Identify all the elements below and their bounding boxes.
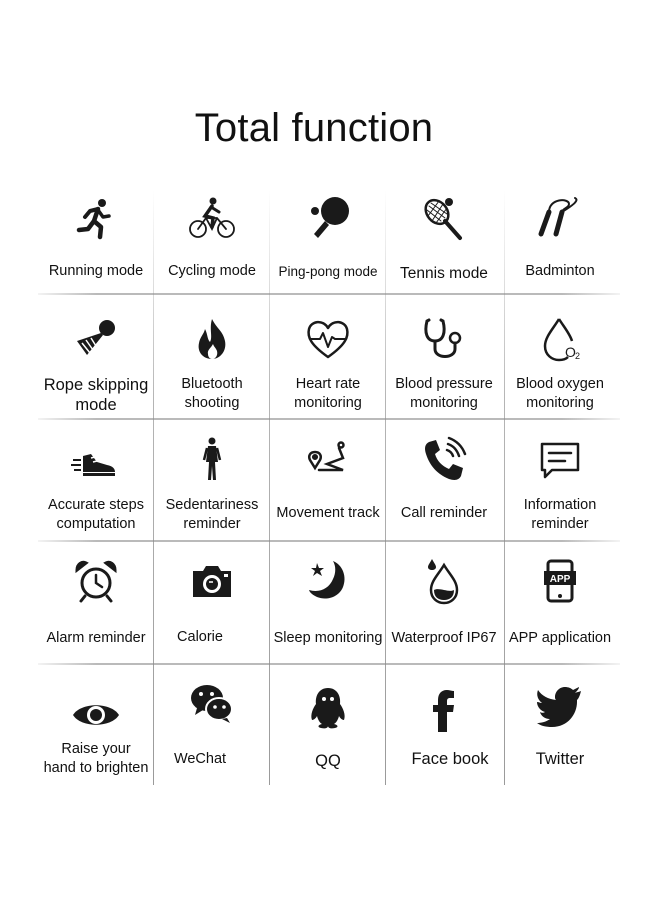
function-label: Alarm reminder xyxy=(46,630,146,646)
function-item xyxy=(38,180,154,301)
function-label: WeChat xyxy=(173,751,227,767)
page-title: Total function xyxy=(194,106,434,150)
grid-divider xyxy=(153,190,154,785)
function-label: Ping-pong mode xyxy=(278,264,378,279)
function-row xyxy=(38,664,620,785)
function-label: Blood pressure monitoring xyxy=(395,376,493,411)
svg-text:2: 2 xyxy=(575,351,581,361)
track-map-icon xyxy=(303,436,353,486)
function-label: Information reminder xyxy=(523,497,597,532)
facebook-icon xyxy=(419,686,469,736)
function-label: Blood oxygen monitoring xyxy=(516,376,604,411)
grid-divider xyxy=(38,540,620,542)
function-label: Accurate steps computation xyxy=(48,497,144,532)
function-label: Cycling mode xyxy=(168,263,256,279)
eye-icon xyxy=(71,690,121,740)
function-label: Badminton xyxy=(525,263,595,279)
function-item xyxy=(502,543,618,664)
svg-text:O: O xyxy=(565,344,576,360)
tennis-icon xyxy=(419,194,469,244)
function-label: Tennis mode xyxy=(400,265,488,282)
function-item xyxy=(502,301,618,422)
oxygen-drop-icon xyxy=(535,315,585,365)
grid-divider xyxy=(38,663,620,665)
grid-divider xyxy=(504,190,505,785)
function-item xyxy=(154,543,270,664)
function-grid xyxy=(38,180,620,785)
app-phone-icon xyxy=(535,557,585,607)
function-item xyxy=(502,422,618,543)
ping-pong-icon xyxy=(303,194,353,244)
cycling-icon xyxy=(187,194,237,244)
grid-divider xyxy=(269,190,270,785)
running-icon xyxy=(71,194,121,244)
function-label: APP application xyxy=(508,630,612,646)
function-item xyxy=(154,664,270,785)
function-label: Call reminder xyxy=(400,505,488,521)
standing-person-icon xyxy=(187,436,237,486)
function-item xyxy=(386,543,502,664)
function-item xyxy=(386,180,502,301)
function-label: Heart rate monitoring xyxy=(294,376,362,411)
stethoscope-icon xyxy=(419,315,469,365)
water-drop-icon xyxy=(419,557,469,607)
function-row xyxy=(38,301,620,422)
function-label: Sedentariness reminder xyxy=(165,497,259,532)
function-label: Face book xyxy=(411,750,489,768)
function-item xyxy=(270,301,386,422)
wechat-icon xyxy=(187,678,237,728)
function-item xyxy=(154,422,270,543)
camera-icon xyxy=(187,557,237,607)
function-item xyxy=(154,180,270,301)
jump-rope-icon xyxy=(535,194,585,244)
function-label: Sleep monitoring xyxy=(273,630,383,646)
function-label: QQ xyxy=(315,752,341,770)
moon-star-icon xyxy=(303,557,353,607)
qq-penguin-icon xyxy=(303,684,353,734)
function-item xyxy=(154,301,270,422)
function-label: Running mode xyxy=(48,263,144,279)
function-item xyxy=(502,664,618,785)
function-item xyxy=(270,664,386,785)
function-item xyxy=(502,180,618,301)
grid-divider xyxy=(38,418,620,420)
shuttlecock-icon xyxy=(71,315,121,365)
function-item xyxy=(38,301,154,422)
function-label: Rope skipping mode xyxy=(43,376,149,414)
shoe-icon xyxy=(71,436,121,486)
function-item xyxy=(270,180,386,301)
function-label: Waterproof IP67 xyxy=(391,630,497,646)
svg-text:APP: APP xyxy=(549,574,571,585)
function-label: Bluetooth shooting xyxy=(181,376,243,411)
grid-divider xyxy=(385,190,386,785)
flame-icon xyxy=(187,315,237,365)
function-label: Raise your hand to brighten xyxy=(43,741,149,776)
function-item xyxy=(38,422,154,543)
alarm-clock-icon xyxy=(71,557,121,607)
function-label: Movement track xyxy=(276,505,380,521)
function-item xyxy=(270,543,386,664)
function-label: Calorie xyxy=(177,629,223,645)
function-label: Twitter xyxy=(535,750,585,768)
function-item xyxy=(386,422,502,543)
twitter-bird-icon xyxy=(535,680,585,730)
grid-divider xyxy=(38,293,620,295)
function-item xyxy=(386,301,502,422)
function-row xyxy=(38,422,620,543)
message-icon xyxy=(535,436,585,486)
function-item xyxy=(270,422,386,543)
function-row xyxy=(38,543,620,664)
function-row xyxy=(38,180,620,301)
function-item xyxy=(386,664,502,785)
heart-rate-icon xyxy=(303,315,353,365)
phone-icon xyxy=(419,436,469,486)
